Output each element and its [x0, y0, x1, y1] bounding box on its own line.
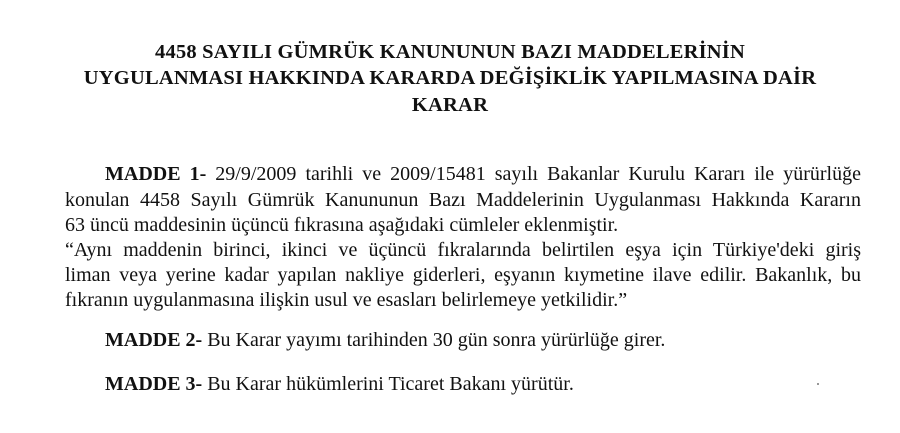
article-3	[105, 372, 574, 396]
document-title-line-1: 4458 SAYILI GÜMRÜK KANUNUNUN BAZI MADDELERİNİN	[155, 41, 745, 63]
document-title-line-2: UYGULANMASI HAKKINDA KARARDA DEĞİŞİKLİK YAPILMASINA DAİR	[83, 67, 817, 89]
article-1-line-1	[105, 162, 861, 186]
article-1-line-3: 63 üncü maddesinin üçüncü fıkrasına aşağıdaki cümleler eklenmiştir.	[65, 214, 619, 236]
article-2-label: MADDE 2-	[105, 329, 203, 351]
document-title-line-3: KARAR	[411, 94, 489, 116]
scan-speck	[817, 383, 819, 385]
article-1-text-line-1: 29/9/2009 tarihli ve 2009/15481 sayılı Bakanlar Kurulu Kararı ile yürürlüğe	[206, 163, 861, 185]
article-1-label: MADDE 1-	[105, 163, 207, 185]
article-3-text: Bu Karar hükümlerini Ticaret Bakanı yürütür.	[202, 373, 574, 395]
article-3-label: MADDE 3-	[105, 373, 203, 395]
article-2	[105, 328, 665, 352]
article-2-text: Bu Karar yayımı tarihinden 30 gün sonra yürürlüğe girer.	[202, 329, 666, 351]
article-1-line-5: liman veya yerine kadar yapılan nakliye giderleri, eşyanın kıymetine ilave edilir. Bakanlık, bu	[65, 264, 861, 286]
article-1-line-6: fıkranın uygulanmasına ilişkin usul ve esasları belirlemeye yetkilidir.”	[65, 289, 628, 311]
article-1-line-2: konulan 4458 Sayılı Gümrük Kanununun Bazı Maddelerinin Uygulanması Hakkında Kararın	[65, 189, 861, 211]
article-1-line-4: “Aynı maddenin birinci, ikinci ve üçüncü fıkralarında belirtilen eşya için Türkiye'deki giriş	[65, 239, 861, 261]
